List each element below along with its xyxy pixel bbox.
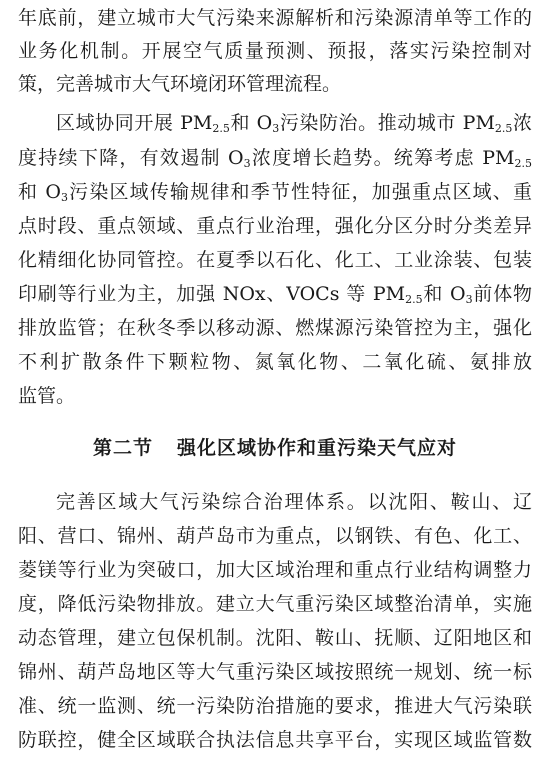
paragraph-2-line-9: 监管。	[18, 385, 76, 407]
paragraph-1-line-3: 策，完善城市大气环境闭环管理流程。	[18, 73, 342, 95]
paragraph-2-line-3: 和 $O_3$污染区域传输规律和季节性特征，加强重点区域、重	[18, 181, 532, 204]
paragraph-3-line-5: 动态管理，建立包保机制。沈阳、鞍山、抚顺、辽阳地区和	[18, 627, 532, 649]
paragraph-2-line-1: 区域协同开展 $PM_{2.5}$和 $O_3$污染防治。推动城市 $PM_{2.5}$浓	[56, 112, 533, 135]
paragraph-3-line-8: 防联控，健全区域联合执法信息共享平台，实现区域监管数	[18, 729, 532, 751]
paragraph-2-line-7: 排放监管；在秋冬季以移动源、燃煤源污染管控为主，强化	[18, 317, 532, 339]
section-title: 强化区域协作和重污染天气应对	[177, 437, 458, 459]
paragraph-2-line-2: 度持续下降，有效遏制 $O_3$浓度增长趋势。统筹考虑 $PM_{2.5}$	[18, 147, 532, 170]
paragraph-2-line-6: 印刷等行业为主，加强 NOx、VOCs 等 $PM_{2.5}$和 $O_3$前体物	[18, 283, 532, 306]
paragraph-3-line-6: 锦州、葫芦岛地区等大气重污染区域按照统一规划、统一标	[18, 661, 532, 683]
paragraph-3-line-3: 菱镁等行业为突破口，加大区域治理和重点行业结构调整力	[18, 559, 532, 581]
section-number: 第二节	[92, 437, 153, 459]
paragraph-3-line-7: 准、统一监测、统一污染防治措施的要求，推进大气污染联	[18, 695, 532, 717]
paragraph-3-line-2: 阳、营口、锦州、葫芦岛市为重点，以钢铁、有色、化工、	[18, 525, 532, 547]
paragraph-3-line-1: 完善区域大气污染综合治理体系。以沈阳、鞍山、辽	[56, 491, 532, 513]
section-heading	[0, 436, 550, 460]
paragraph-1-line-1: 年底前，建立城市大气污染来源解析和污染源清单等工作的	[18, 7, 532, 29]
paragraph-2-line-4: 点时段、重点领域、重点行业治理，强化分区分时分类差异	[18, 215, 532, 237]
paragraph-2-line-5: 化精细化协同管控。在夏季以石化、化工、工业涂装、包装	[18, 249, 532, 271]
paragraph-2-line-8: 不利扩散条件下颗粒物、氮氧化物、二氧化硫、氨排放	[18, 351, 532, 373]
paragraph-1-line-2: 业务化机制。开展空气质量预测、预报，落实污染控制对	[18, 40, 532, 62]
paragraph-3-line-4: 度，降低污染物排放。建立大气重污染区域整治清单，实施	[18, 593, 532, 615]
